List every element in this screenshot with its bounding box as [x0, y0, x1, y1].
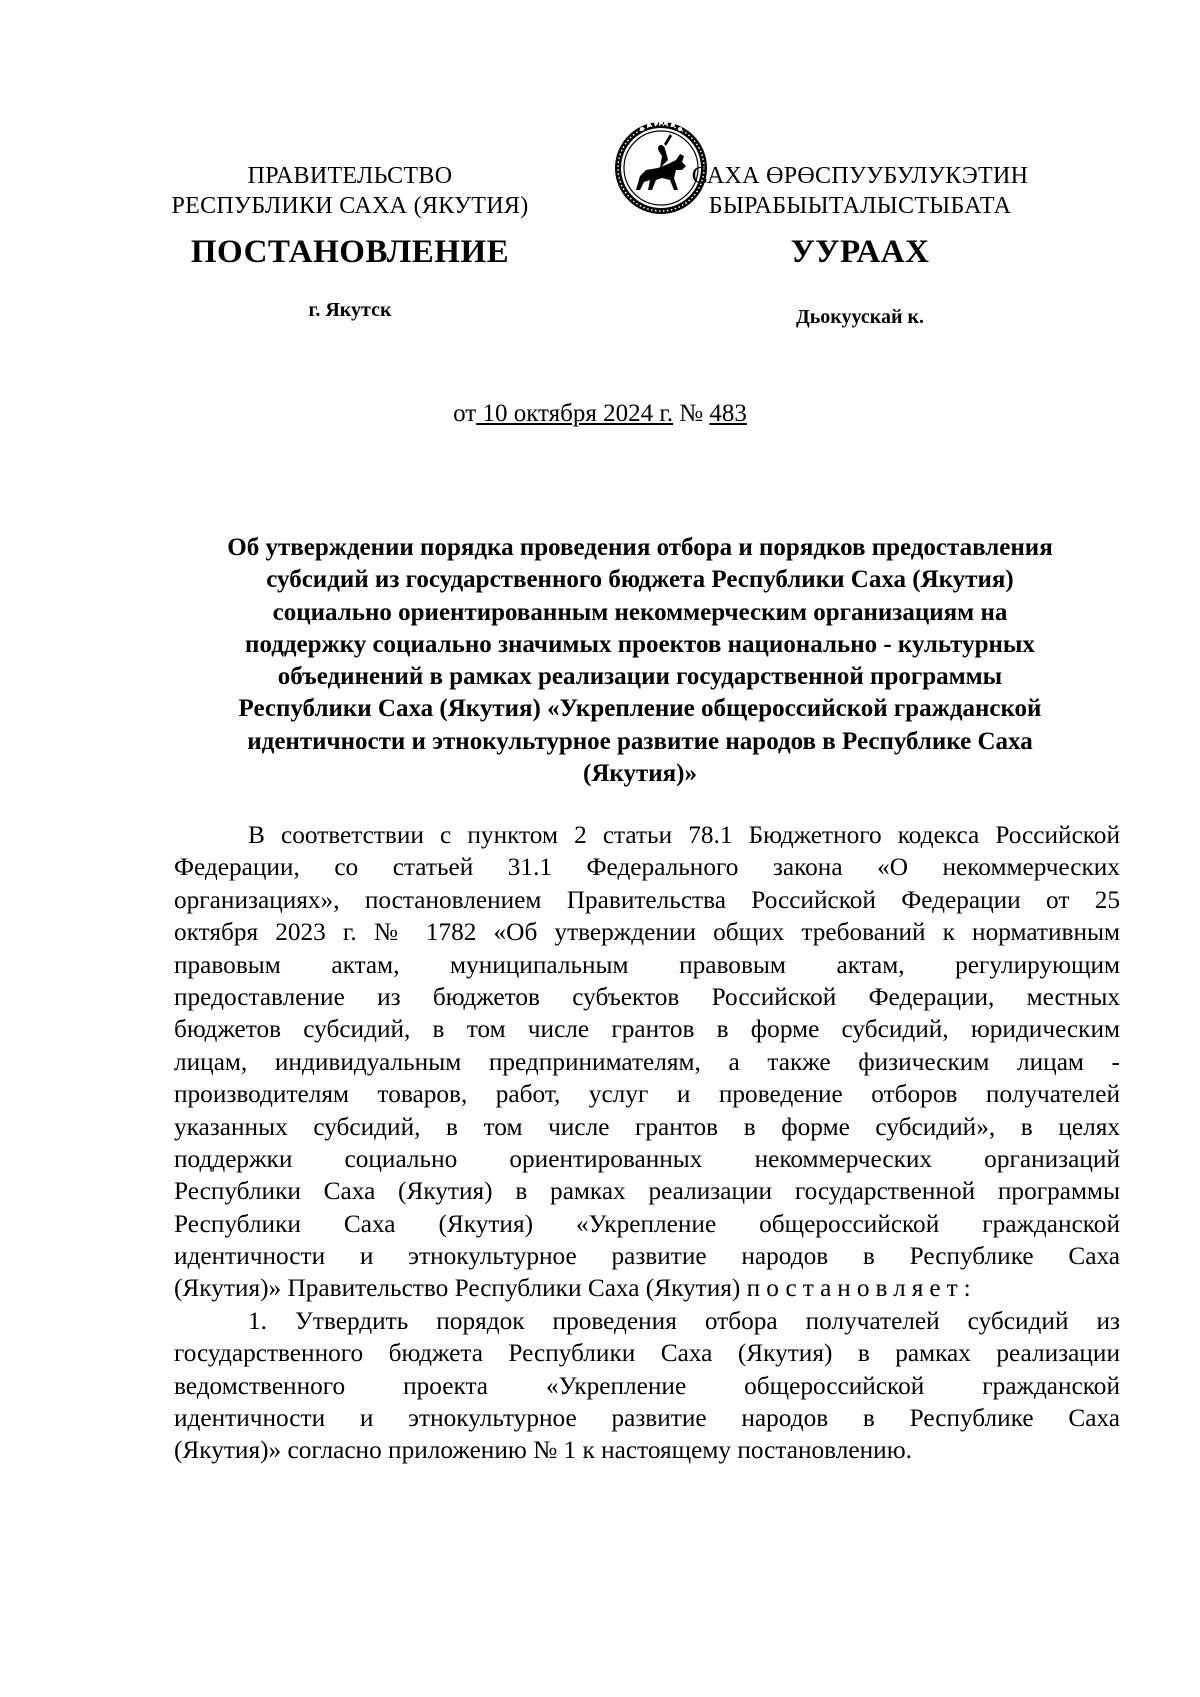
document-date: 10 октября 2024 г. — [476, 400, 674, 427]
right-org-line-2: БЫРАБЫЫТАЛЫСТЫБАТА — [708, 193, 1012, 219]
document-number: 483 — [709, 400, 747, 427]
title-line: социально ориентированным некоммерческим организациям на — [272, 598, 1008, 626]
body-line: предоставление из бюджетов субъектов Российской Федерации, местных — [174, 982, 1120, 1011]
body-line: В соответствии с пунктом 2 статьи 78.1 Бюджетного кодекса Российской — [248, 821, 1120, 849]
body-line-final-start: (Якутия)» Правительство Республики Саха (Якутия) — [174, 1274, 747, 1303]
title-line: объединений в рамках реализации государственной программы — [277, 663, 1003, 691]
body-line: (Якутия)» согласно приложению № 1 к настоящему постановлению. — [174, 1436, 912, 1465]
body-line: поддержки социально ориентированных некоммерческих организаций — [174, 1144, 1120, 1173]
body-line: идентичности и этнокультурное развитие народов в Республике Саха — [174, 1242, 1120, 1271]
title-line: поддержку социально значимых проектов национально - культурных — [245, 630, 1035, 658]
body-line: Республики Саха (Якутия) «Укрепление общероссийской гражданской — [174, 1209, 1120, 1238]
right-organization-name — [660, 161, 1060, 221]
document-type-russian: ПОСТАНОВЛЕНИЕ — [190, 234, 510, 270]
body-line: правовым актам, муниципальным правовым актам, регулирующим — [174, 950, 1120, 979]
city-yakut: Дьокуускай к. — [795, 306, 925, 328]
body-line-final — [174, 1272, 1120, 1304]
clause-1-paragraph — [174, 1305, 1120, 1467]
document-date-line — [0, 400, 1200, 428]
body-line: идентичности и этнокультурное развитие народов в Республике Саха — [174, 1404, 1120, 1433]
body-line: ведомственного проекта «Укрепление общероссийской гражданской — [174, 1371, 1120, 1400]
body-line: Федерации, со статьей 31.1 Федерального закона «О некоммерческих — [174, 853, 1120, 882]
document-body — [174, 819, 1120, 1467]
left-org-line-1: ПРАВИТЕЛЬСТВО — [247, 163, 453, 189]
title-line: Республики Саха (Якутия) «Укрепление общероссийской гражданской — [238, 695, 1042, 723]
body-line: государственного бюджета Республики Саха (Якутия) в рамках реализации — [174, 1339, 1120, 1368]
body-line: Республики Саха (Якутия) в рамках реализации государственной программы — [174, 1177, 1120, 1206]
body-line: лицам, индивидуальным предпринимателям, а также физическим лицам - — [174, 1047, 1120, 1076]
title-line: (Якутия)» — [583, 760, 697, 788]
number-sign: № — [673, 400, 710, 427]
left-organization-name — [150, 161, 550, 221]
document-type-yakut: УУРААХ — [790, 234, 930, 270]
left-org-line-2: РЕСПУБЛИКИ САХА (ЯКУТИЯ) — [171, 193, 529, 219]
document-title — [160, 532, 1120, 790]
body-line: производителям товаров, работ, услуг и проведение отборов получателей — [174, 1080, 1120, 1109]
body-line: бюджетов субсидий, в том числе грантов в форме субсидий, юридическим — [174, 1015, 1120, 1044]
body-line: 1. Утвердить порядок проведения отбора получателей субсидий из — [248, 1306, 1120, 1335]
body-line: указанных субсидий, в том числе грантов в форме субсидий», в целях — [174, 1112, 1120, 1141]
resolves-word: постановляет: — [746, 1274, 977, 1303]
right-org-line-1: САХА ӨРӨСПУУБУЛУКЭТИН — [691, 163, 1029, 189]
title-line: Об утверждении порядка проведения отбора и порядков предоставления — [227, 534, 1053, 561]
title-line: идентичности и этнокультурное развитие народов в Республике Саха — [247, 727, 1033, 755]
body-line: октября 2023 г. № 1782 «Об утверждении общих требований к нормативным — [174, 918, 1120, 947]
date-prefix: от — [453, 400, 477, 427]
preamble-paragraph — [174, 819, 1120, 1305]
title-line: субсидий из государственного бюджета Республики Саха (Якутия) — [266, 566, 1014, 594]
body-line: организациях», постановлением Правительства Российской Федерации от 25 — [174, 885, 1120, 914]
city-russian: г. Якутск — [308, 299, 392, 321]
